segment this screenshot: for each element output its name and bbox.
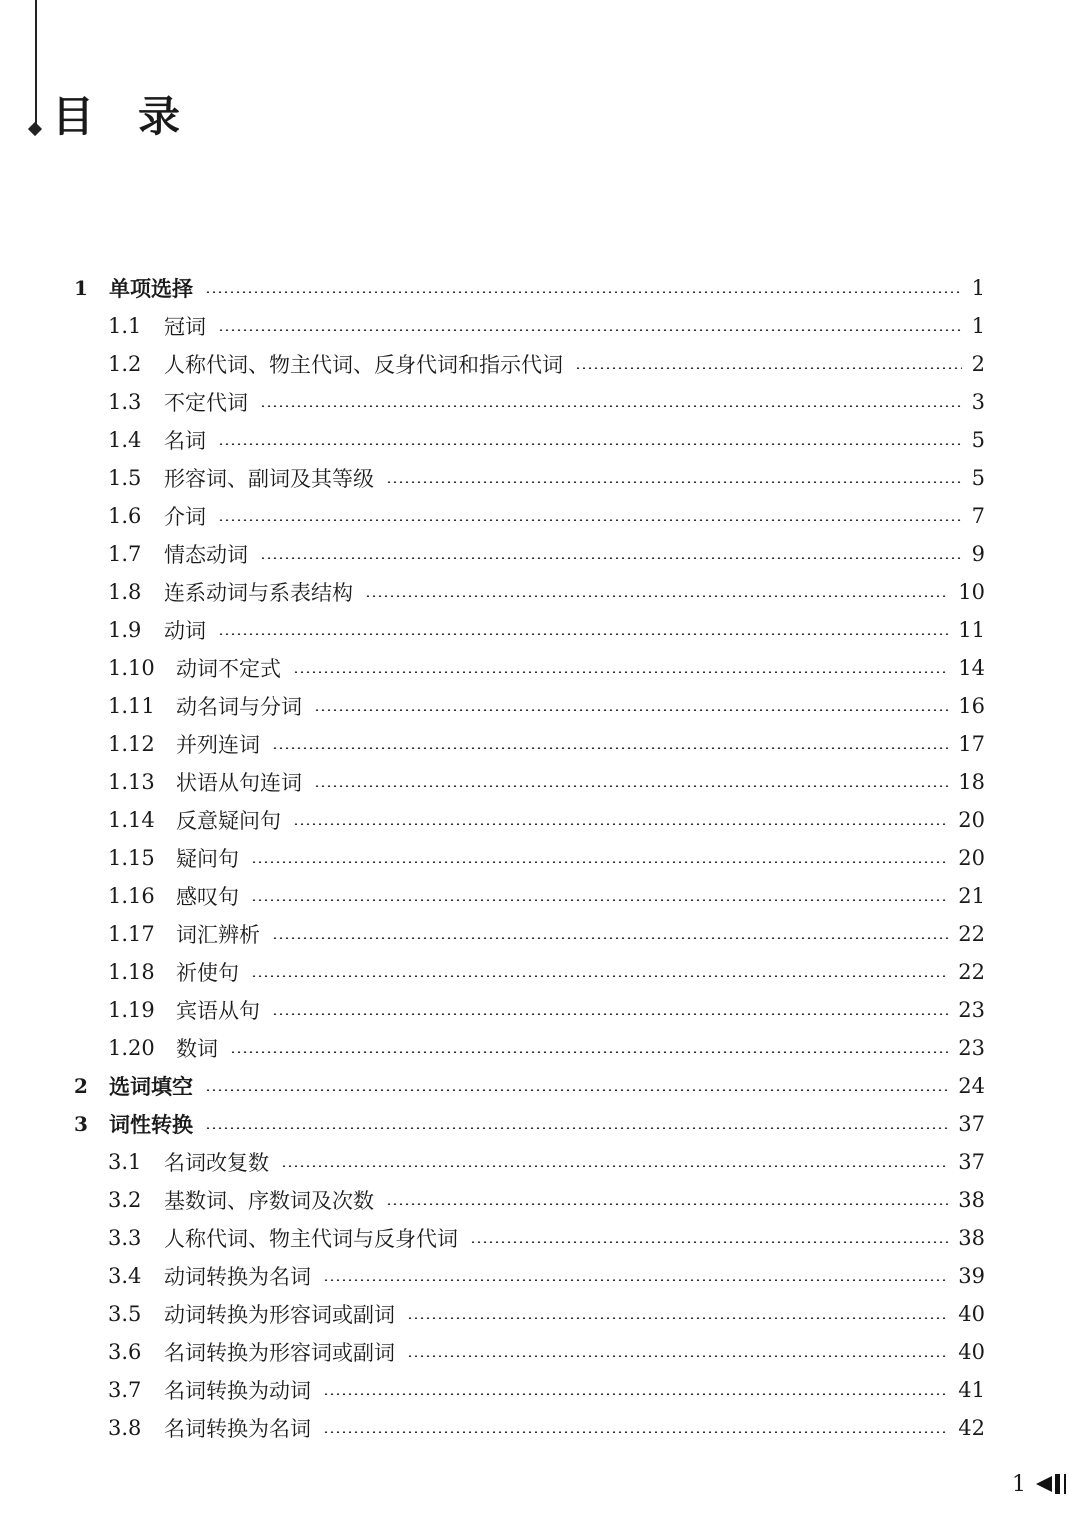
toc-leader-dots (323, 1393, 948, 1395)
toc-label: 状语从句连词 (176, 771, 302, 795)
toc-page-number: 39 (958, 1264, 985, 1288)
toc-label: 词汇辨析 (176, 923, 260, 947)
toc-row[interactable] (0, 459, 1080, 497)
toc-leader-dots (323, 1431, 948, 1433)
toc-label: 宾语从句 (176, 999, 260, 1023)
toc-label: 词性转换 (109, 1113, 193, 1137)
toc-label: 动词不定式 (176, 657, 281, 681)
toc-number: 1.19 (108, 998, 155, 1022)
toc-leader-dots (272, 747, 948, 749)
toc-leader-dots (281, 1165, 948, 1167)
toc-label: 介词 (164, 505, 206, 529)
toc-row[interactable] (0, 307, 1080, 345)
toc-leader-dots (251, 861, 948, 863)
toc-leader-dots (314, 709, 948, 711)
toc-number: 3.2 (108, 1188, 142, 1212)
toc-leader-dots (272, 937, 948, 939)
toc-label: 冠词 (164, 315, 206, 339)
toc-label: 单项选择 (109, 277, 193, 301)
toc-number: 1.12 (108, 732, 155, 756)
toc-row[interactable] (0, 1257, 1080, 1295)
toc-number: 3.4 (108, 1264, 142, 1288)
footer-page-number: 1 (1012, 1472, 1026, 1497)
toc-page-number: 1 (971, 314, 985, 338)
toc-page-number: 40 (958, 1340, 985, 1364)
toc-number: 3.6 (108, 1340, 142, 1364)
toc-leader-dots (293, 823, 948, 825)
toc-label: 名词转换为名词 (164, 1417, 311, 1441)
toc-page-number: 16 (958, 694, 985, 718)
toc-label: 不定代词 (164, 391, 248, 415)
toc-leader-dots (218, 443, 962, 445)
toc-label: 情态动词 (164, 543, 248, 567)
toc-row[interactable] (0, 1409, 1080, 1447)
toc-leader-dots (407, 1355, 948, 1357)
toc-leader-dots (575, 367, 962, 369)
toc-leader-dots (386, 481, 962, 483)
margin-rule (35, 0, 37, 128)
toc-row[interactable] (0, 801, 1080, 839)
page-bar-thin-icon (1064, 1474, 1066, 1494)
toc-number: 1.13 (108, 770, 155, 794)
toc-number: 1.10 (108, 656, 155, 680)
toc-leader-dots (218, 633, 948, 635)
toc-page-number: 37 (958, 1112, 985, 1136)
toc-row[interactable] (0, 611, 1080, 649)
toc-leader-dots (470, 1241, 948, 1243)
toc-number: 3.1 (108, 1150, 142, 1174)
toc-row[interactable] (0, 497, 1080, 535)
toc-leader-dots (365, 595, 948, 597)
toc-page-number: 3 (971, 390, 985, 414)
toc-leader-dots (407, 1317, 948, 1319)
toc-leader-dots (205, 1089, 948, 1091)
toc-page-number: 14 (958, 656, 985, 680)
toc-row[interactable] (0, 1333, 1080, 1371)
toc-page-number: 5 (971, 466, 985, 490)
toc-page-number: 23 (958, 1036, 985, 1060)
toc-row[interactable] (0, 991, 1080, 1029)
toc-number: 2 (74, 1074, 88, 1098)
toc-page-number: 11 (958, 618, 985, 642)
toc-row[interactable] (0, 1219, 1080, 1257)
toc-page-number: 9 (971, 542, 985, 566)
toc-leader-dots (251, 899, 948, 901)
toc-number: 1.15 (108, 846, 155, 870)
toc-page-number: 40 (958, 1302, 985, 1326)
toc-number: 1.17 (108, 922, 155, 946)
toc-number: 1.4 (108, 428, 142, 452)
toc-label: 人称代词、物主代词、反身代词和指示代词 (164, 353, 563, 377)
title-char-2: 录 (138, 92, 181, 141)
toc-leader-dots (230, 1051, 948, 1053)
toc-number: 1.14 (108, 808, 155, 832)
toc-label: 祈使句 (176, 961, 239, 985)
toc-number: 1.16 (108, 884, 155, 908)
toc-leader-dots (314, 785, 948, 787)
toc-page-number: 22 (958, 960, 985, 984)
toc-row[interactable] (0, 877, 1080, 915)
toc-row[interactable] (0, 839, 1080, 877)
toc-label: 反意疑问句 (176, 809, 281, 833)
toc-leader-dots (218, 519, 962, 521)
toc-page-number: 20 (958, 846, 985, 870)
toc-row[interactable] (0, 1029, 1080, 1067)
toc-page-number: 42 (958, 1416, 985, 1440)
toc-number: 3 (74, 1112, 88, 1136)
toc-label: 动词转换为形容词或副词 (164, 1303, 395, 1327)
toc-row[interactable] (0, 649, 1080, 687)
toc-number: 1.9 (108, 618, 142, 642)
toc-row[interactable] (0, 1181, 1080, 1219)
toc-page-number: 5 (971, 428, 985, 452)
toc-page-number: 20 (958, 808, 985, 832)
toc-number: 1.20 (108, 1036, 155, 1060)
toc-label: 形容词、副词及其等级 (164, 467, 374, 491)
toc-row[interactable] (0, 421, 1080, 459)
toc-page-number: 21 (958, 884, 985, 908)
toc-page-number: 1 (971, 276, 985, 300)
toc-page-number: 38 (958, 1188, 985, 1212)
toc-label: 数词 (176, 1037, 218, 1061)
toc-number: 3.5 (108, 1302, 142, 1326)
toc-row[interactable] (0, 915, 1080, 953)
toc-leader-dots (205, 1127, 948, 1129)
toc-number: 3.3 (108, 1226, 142, 1250)
toc-row[interactable] (0, 687, 1080, 725)
toc-page-number: 7 (971, 504, 985, 528)
diamond-marker-icon (28, 122, 42, 136)
toc-row[interactable] (0, 953, 1080, 991)
toc-page-number: 23 (958, 998, 985, 1022)
toc-label: 并列连词 (176, 733, 260, 757)
toc-leader-dots (386, 1203, 948, 1205)
toc-number: 1.18 (108, 960, 155, 984)
toc-row[interactable] (0, 573, 1080, 611)
toc-label: 疑问句 (176, 847, 239, 871)
toc-number: 1.7 (108, 542, 142, 566)
toc-row[interactable] (0, 345, 1080, 383)
toc-page-number: 18 (958, 770, 985, 794)
toc-number: 1.5 (108, 466, 142, 490)
toc-row[interactable] (0, 1143, 1080, 1181)
toc-row[interactable] (0, 1371, 1080, 1409)
toc-number: 1.1 (108, 314, 142, 338)
toc-label: 名词 (164, 429, 206, 453)
toc-label: 基数词、序数词及次数 (164, 1189, 374, 1213)
toc-label: 感叹句 (176, 885, 239, 909)
toc-page-number: 22 (958, 922, 985, 946)
toc-label: 连系动词与系表结构 (164, 581, 353, 605)
toc-number: 3.8 (108, 1416, 142, 1440)
toc-label: 动词转换为名词 (164, 1265, 311, 1289)
toc-label: 动词 (164, 619, 206, 643)
toc-page-number: 37 (958, 1150, 985, 1174)
toc-page-number: 41 (958, 1378, 985, 1402)
toc-number: 1 (74, 276, 88, 300)
toc-page-number: 24 (958, 1074, 985, 1098)
page-title (52, 84, 180, 144)
toc-row[interactable] (0, 535, 1080, 573)
toc-leader-dots (260, 405, 962, 407)
toc-leader-dots (323, 1279, 948, 1281)
toc-leader-dots (251, 975, 948, 977)
toc-label: 名词改复数 (164, 1151, 269, 1175)
toc-row[interactable] (0, 763, 1080, 801)
toc-row[interactable] (0, 269, 1080, 307)
toc-page-number: 17 (958, 732, 985, 756)
toc-row[interactable] (0, 383, 1080, 421)
toc-number: 1.11 (108, 694, 155, 718)
toc-row[interactable] (0, 1067, 1080, 1105)
toc-row[interactable] (0, 1295, 1080, 1333)
page-arrow-icon (1036, 1476, 1052, 1492)
toc-leader-dots (205, 291, 962, 293)
toc-number: 1.2 (108, 352, 142, 376)
toc-number: 1.8 (108, 580, 142, 604)
toc-number: 1.6 (108, 504, 142, 528)
page-bar-icon (1055, 1474, 1060, 1494)
toc-leader-dots (218, 329, 962, 331)
toc-label: 动名词与分词 (176, 695, 302, 719)
toc-label: 人称代词、物主代词与反身代词 (164, 1227, 458, 1251)
toc-row[interactable] (0, 1105, 1080, 1143)
toc-page-number: 2 (971, 352, 985, 376)
toc-leader-dots (293, 671, 948, 673)
toc-page-number: 10 (958, 580, 985, 604)
toc-label: 名词转换为动词 (164, 1379, 311, 1403)
toc-leader-dots (260, 557, 962, 559)
toc-label: 名词转换为形容词或副词 (164, 1341, 395, 1365)
title-char-1: 目 (52, 92, 95, 141)
toc-label: 选词填空 (109, 1075, 193, 1099)
toc-leader-dots (272, 1013, 948, 1015)
toc-page-number: 38 (958, 1226, 985, 1250)
toc-number: 3.7 (108, 1378, 142, 1402)
toc-number: 1.3 (108, 390, 142, 414)
toc-row[interactable] (0, 725, 1080, 763)
